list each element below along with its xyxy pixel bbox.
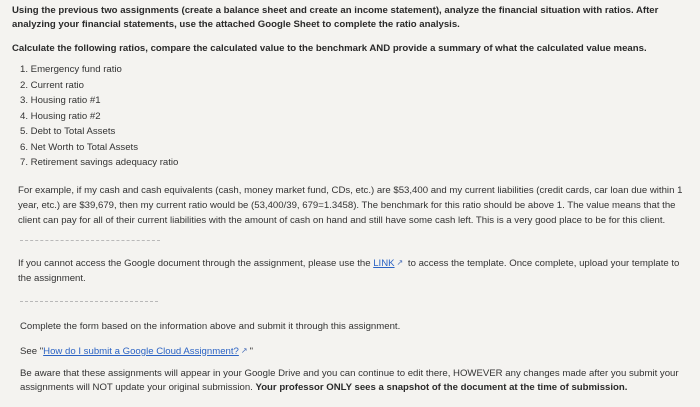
complete-instruction: Complete the form based on the information above and submit it through this assignment. — [20, 320, 401, 332]
help-suffix: " — [249, 345, 253, 357]
aware-paragraph — [20, 367, 684, 395]
list-item: 1. Emergency fund ratio — [20, 64, 122, 75]
list-item: 2. Current ratio — [20, 79, 84, 91]
external-link-icon: ↗ — [240, 345, 248, 355]
aware-bold-text: Your professor ONLY sees a snapshot of the document at the time of submission. — [255, 381, 628, 393]
help-line — [20, 344, 686, 359]
ratio-list — [12, 62, 686, 171]
dashed-divider — [20, 240, 160, 241]
list-item: 3. Housing ratio #1 — [20, 95, 101, 106]
template-link[interactable]: LINK — [373, 257, 395, 269]
access-paragraph — [18, 255, 690, 286]
help-link[interactable]: How do I submit a Google Cloud Assignment? — [43, 345, 239, 357]
calculate-instruction: Calculate the following ratios, compare the calculated value to the benchmark AND provide a summary of what the calculated value means. — [12, 43, 647, 54]
intro-paragraph: Using the previous two assignments (create a balance sheet and create an income statement), analyze the financial situation with ratios. After analyzing your financial statements, use the attached Google Sheet to complete the ratio analysis. — [12, 5, 659, 30]
dashed-divider — [20, 301, 158, 302]
list-item: 7. Retirement savings adequacy ratio — [20, 157, 179, 168]
external-link-icon: ↗ — [396, 257, 404, 267]
list-item: 4. Housing ratio #2 — [20, 110, 101, 122]
access-text-after: to access the template. Once complete, upload your template to the assignment. — [18, 257, 680, 284]
aware-text: Be aware that these assignments will appear in your Google Drive and you can continue to edit there, HOWEVER any changes made after you submit your assignments will NOT update your original submission. — [20, 367, 679, 393]
list-item: 6. Net Worth to Total Assets — [20, 141, 139, 153]
access-text-before: If you cannot access the Google document through the assignment, please use the — [18, 257, 374, 269]
help-prefix: See " — [20, 345, 44, 357]
example-paragraph: For example, if my cash and cash equivalents (cash, money market fund, CDs, etc.) are $53,400 and my current liabilities (credit cards, car loan due within 1 year, etc.) are $39,679, then my current ratio would be (53,400/39, 679=1.3458). The benchmark for this ratio should be above 1. The value means that the client can pay for all of their current liabilities with the amount of cash on hand and still have some cash left. This is a very good place to be for this client. — [18, 184, 683, 226]
list-item: 5. Debt to Total Assets — [20, 126, 116, 137]
